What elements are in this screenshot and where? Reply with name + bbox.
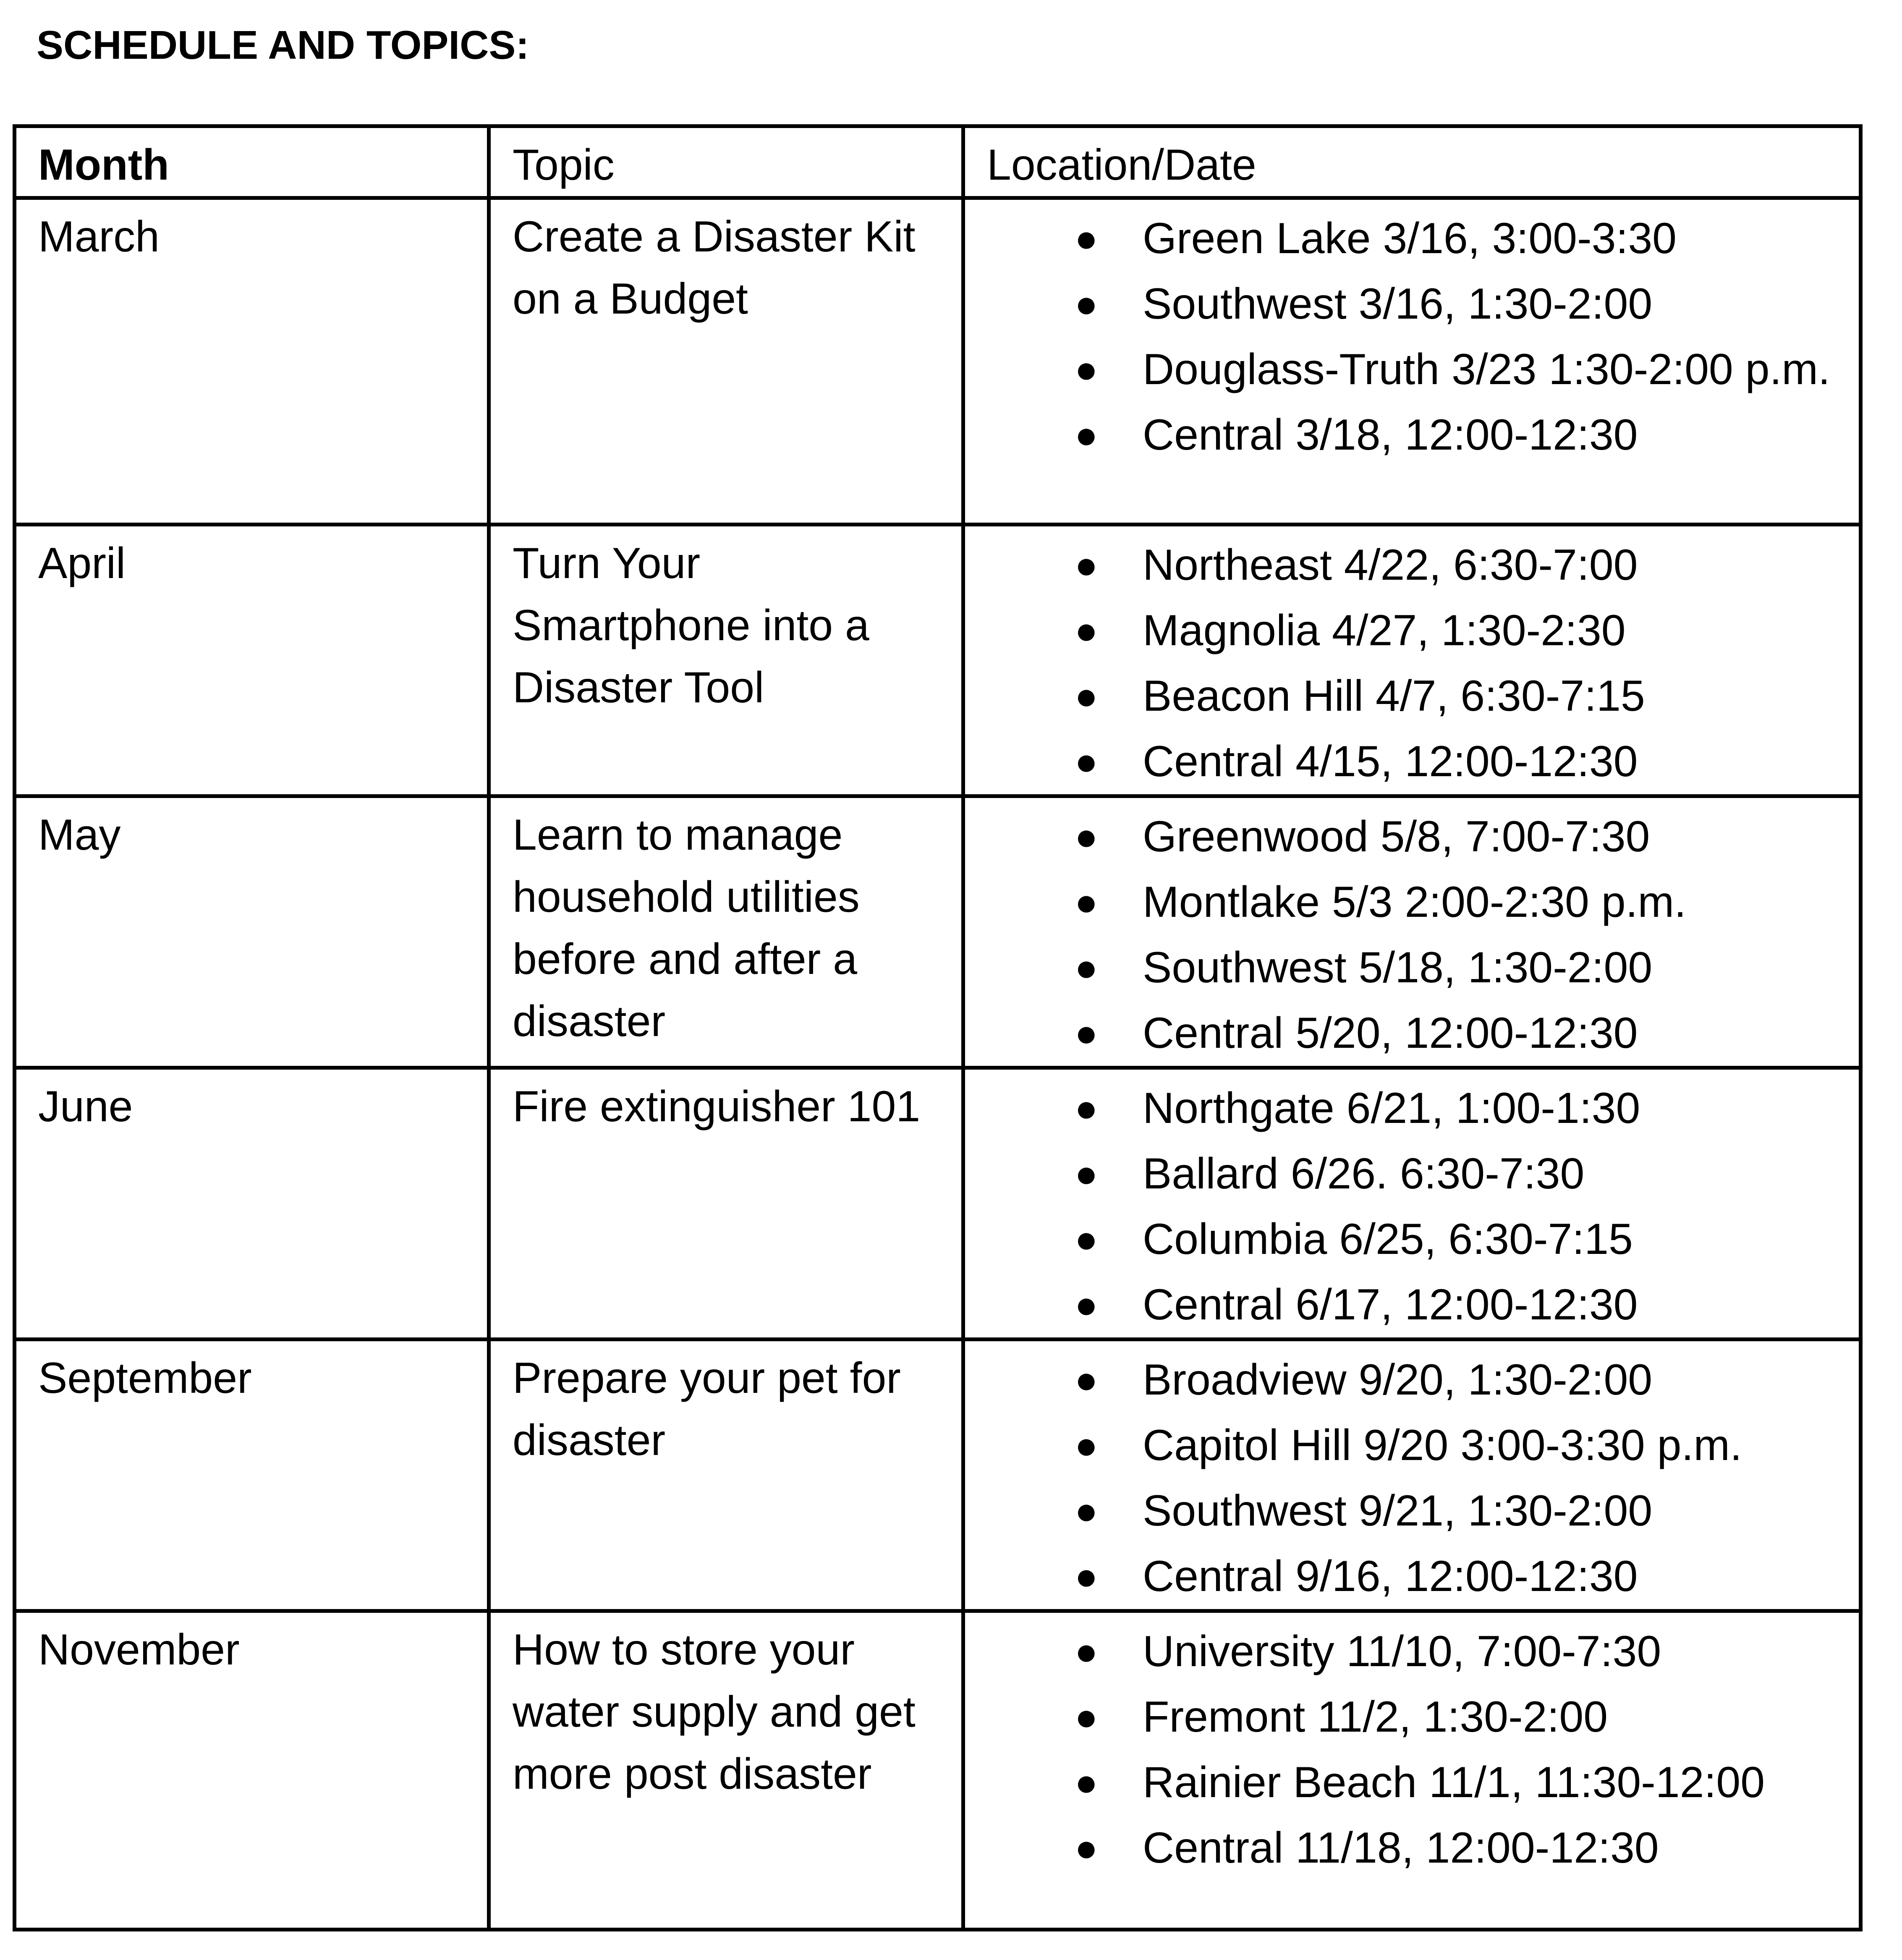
bullet-icon: ● [1075, 1555, 1098, 1598]
location-date-text: Central 6/17, 12:00-12:30 [1143, 1280, 1638, 1329]
topic-cell: Turn Your Smartphone into a Disaster Tool [489, 525, 963, 796]
location-date-cell [963, 796, 1861, 1068]
list-item [987, 1272, 1837, 1337]
list-item [987, 271, 1837, 337]
table-row [15, 525, 1861, 796]
topic-cell: Learn to manage household utilities before and after a disaster [489, 796, 963, 1068]
location-date-text: Broadview 9/20, 1:30-2:00 [1143, 1356, 1653, 1404]
location-date-cell [963, 525, 1861, 796]
location-list [987, 1347, 1837, 1609]
location-list [987, 1619, 1837, 1881]
list-item [987, 1347, 1837, 1413]
list-item [987, 804, 1837, 869]
location-list [987, 532, 1837, 794]
location-date-text: Green Lake 3/16, 3:00-3:30 [1143, 214, 1677, 263]
topic-cell: Fire extinguisher 101 [489, 1068, 963, 1340]
month-cell: May [15, 796, 489, 1068]
schedule-table [13, 124, 1863, 1931]
location-date-cell [963, 1068, 1861, 1340]
bullet-icon: ● [1075, 740, 1098, 783]
location-date-text: Central 4/15, 12:00-12:30 [1143, 737, 1638, 786]
bullet-icon: ● [1075, 413, 1098, 456]
table-row [15, 198, 1861, 525]
bullet-icon: ● [1075, 544, 1098, 586]
list-item [987, 402, 1837, 468]
bullet-icon: ● [1075, 1152, 1098, 1195]
month-cell: June [15, 1068, 489, 1340]
location-date-text: Northeast 4/22, 6:30-7:00 [1143, 541, 1638, 589]
location-date-cell [963, 1611, 1861, 1930]
topic-cell: Create a Disaster Kit on a Budget [489, 198, 963, 525]
location-date-text: Southwest 3/16, 1:30-2:00 [1143, 280, 1653, 328]
location-date-text: University 11/10, 7:00-7:30 [1143, 1627, 1661, 1676]
month-cell: September [15, 1340, 489, 1611]
list-item [987, 1815, 1837, 1881]
location-date-cell [963, 1340, 1861, 1611]
month-cell: April [15, 525, 489, 796]
location-date-text: Southwest 9/21, 1:30-2:00 [1143, 1486, 1653, 1535]
location-date-cell [963, 198, 1861, 525]
topic-cell: Prepare your pet for disaster [489, 1340, 963, 1611]
list-item [987, 1206, 1837, 1272]
location-date-text: Central 3/18, 12:00-12:30 [1143, 411, 1638, 459]
bullet-icon: ● [1075, 609, 1098, 652]
topic-cell: How to store your water supply and get more post disaster [489, 1611, 963, 1930]
list-item [987, 1478, 1837, 1544]
list-item [987, 598, 1837, 663]
list-item [987, 935, 1837, 1000]
list-item [987, 1076, 1837, 1141]
bullet-icon: ● [1075, 1012, 1098, 1055]
table-row [15, 1340, 1861, 1611]
location-list [987, 1076, 1837, 1337]
location-date-text: Greenwood 5/8, 7:00-7:30 [1143, 812, 1650, 861]
location-date-text: Douglass-Truth 3/23 1:30-2:00 p.m. [1143, 345, 1830, 394]
list-item [987, 1750, 1837, 1815]
column-header-location-date: Location/Date [963, 126, 1861, 198]
table-row [15, 796, 1861, 1068]
table-row [15, 1068, 1861, 1340]
column-header-month: Month [15, 126, 489, 198]
location-date-text: Southwest 5/18, 1:30-2:00 [1143, 943, 1653, 992]
bullet-icon: ● [1075, 815, 1098, 858]
list-item [987, 663, 1837, 729]
bullet-icon: ● [1075, 1218, 1098, 1261]
location-date-text: Fremont 11/2, 1:30-2:00 [1143, 1693, 1608, 1741]
location-date-text: Columbia 6/25, 6:30-7:15 [1143, 1215, 1633, 1264]
bullet-icon: ● [1075, 675, 1098, 717]
column-header-topic: Topic [489, 126, 963, 198]
list-item [987, 729, 1837, 794]
list-item [987, 1141, 1837, 1206]
location-date-text: Central 9/16, 12:00-12:30 [1143, 1552, 1638, 1601]
bullet-icon: ● [1075, 1630, 1098, 1673]
location-date-text: Montlake 5/3 2:00-2:30 p.m. [1143, 878, 1686, 926]
bullet-icon: ● [1075, 1761, 1098, 1804]
table-row [15, 1611, 1861, 1930]
location-list [987, 804, 1837, 1066]
bullet-icon: ● [1075, 217, 1098, 260]
bullet-icon: ● [1075, 1424, 1098, 1467]
list-item [987, 1619, 1837, 1684]
bullet-icon: ● [1075, 348, 1098, 391]
table-header-row [15, 126, 1861, 198]
location-date-text: Ballard 6/26. 6:30-7:30 [1143, 1149, 1585, 1198]
month-cell: November [15, 1611, 489, 1930]
bullet-icon: ● [1075, 946, 1098, 989]
bullet-icon: ● [1075, 1087, 1098, 1130]
list-item [987, 1000, 1837, 1066]
list-item [987, 1413, 1837, 1478]
location-date-text: Magnolia 4/27, 1:30-2:30 [1143, 606, 1626, 655]
list-item [987, 337, 1837, 402]
location-list [987, 206, 1837, 468]
location-date-text: Northgate 6/21, 1:00-1:30 [1143, 1084, 1640, 1133]
list-item [987, 532, 1837, 598]
list-item [987, 869, 1837, 935]
bullet-icon: ● [1075, 283, 1098, 325]
list-item [987, 206, 1837, 271]
location-date-text: Capitol Hill 9/20 3:00-3:30 p.m. [1143, 1421, 1742, 1470]
location-date-text: Central 5/20, 12:00-12:30 [1143, 1009, 1638, 1057]
location-date-text: Central 11/18, 12:00-12:30 [1143, 1824, 1659, 1872]
location-date-text: Rainier Beach 11/1, 11:30-12:00 [1143, 1758, 1765, 1807]
bullet-icon: ● [1075, 881, 1098, 924]
bullet-icon: ● [1075, 1696, 1098, 1738]
month-cell: March [15, 198, 489, 525]
bullet-icon: ● [1075, 1358, 1098, 1401]
bullet-icon: ● [1075, 1489, 1098, 1532]
location-date-text: Beacon Hill 4/7, 6:30-7:15 [1143, 672, 1645, 720]
page-title: SCHEDULE AND TOPICS: [37, 23, 529, 68]
bullet-icon: ● [1075, 1827, 1098, 1869]
list-item [987, 1544, 1837, 1609]
bullet-icon: ● [1075, 1283, 1098, 1326]
list-item [987, 1684, 1837, 1750]
